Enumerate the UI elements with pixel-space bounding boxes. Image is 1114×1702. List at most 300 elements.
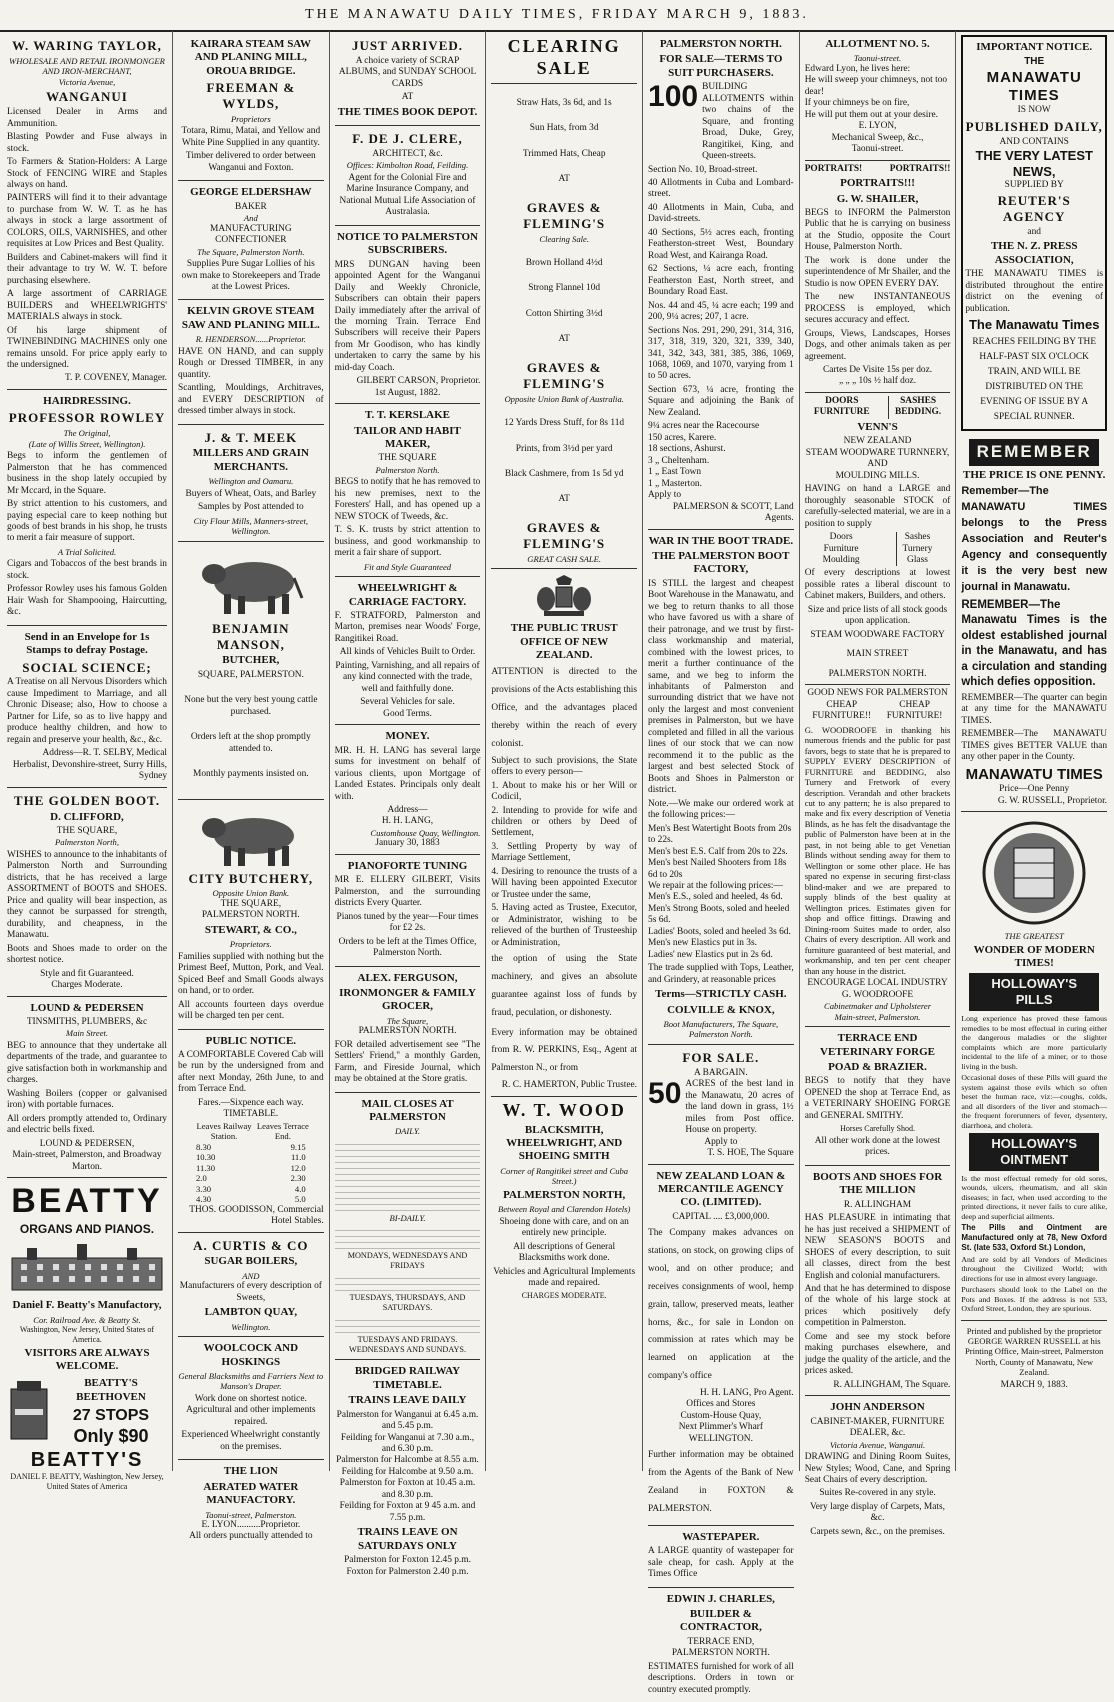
ad-text: Families supplied with nothing but the Primest Beef, Mutton, Pork, and Veal. Spiced Beef and Small Goods always on hand, or to order. [178, 951, 324, 997]
ad-portraits [805, 161, 951, 393]
ad-text: Sections Nos. 291, 290, 291, 314, 316, 317, 318, 319, 320, 321, 339, 340, 341, 342, 343, 381, 385, 386, 1069, 1068, 1069, and 1070, varying from 1 to 50 acres. [648, 325, 794, 382]
ad-text: MR. H. H. LANG has several large sums for investment on behalf of various clients, upon Mortgage of Landed Estates. Principals only dealt with. [334, 745, 481, 802]
column-3 [330, 31, 487, 1577]
ad-money [335, 725, 481, 855]
ad-text: The work is done under the superintendence of Mr Shailer, and the Studio is now OPEN EVERY DAY. [804, 255, 951, 289]
ad-title: F. DE J. CLERE, [352, 131, 463, 147]
ad-title: MONEY. [385, 730, 430, 743]
ad-text: Remember—The MANAWATU TIMES belongs to the Press Association and Reuter's Agency and consequently it is the very best new journal in Manawatu. [961, 485, 1108, 593]
ad-subtitle: BLACKSMITH, WHEELWRIGHT, AND SHOEING SMITH [506, 1123, 623, 1163]
ad-text: IS STILL the largest and cheapest Boot Warehouse in the Manawatu, and we beg to return thanks to all those who have favored us with a share of their patronage, and we trust by first-class workmanship and material, combined with the lowest prices, to merit a further continuance of the same, and we beg to inform the inhabitants of Palmerston and surrounding district that we have not only the largest and most convenient premises in Palmerston, but we have completed and filled in all the various lines of our stock that we can now recommend it to the public as the largest and best selected Stock of Boots and Shoes in Palmerston or district. [648, 578, 794, 796]
ad-text: AT [558, 174, 570, 185]
ad-kerslake [335, 404, 481, 577]
ad-address: PALMERSTON NORTH. [671, 1648, 770, 1659]
timetable-cell: 12.0 [290, 1162, 306, 1173]
ad-text: Samples by Post attended to [197, 502, 304, 513]
ad-title: PUBLIC NOTICE. [205, 1034, 297, 1047]
masthead: THE MANAWATU DAILY TIMES, FRIDAY MARCH 9, 1883. [0, 0, 1114, 32]
ad-title: PIANOFORTE TUNING [347, 859, 468, 872]
ad-text: Builders and Cabinet-makers will find it their advantage to try W. W. T. before purchasing elsewhere. [7, 252, 167, 286]
ad-address: Between Royal and Clarendon Hotels) [497, 1204, 631, 1215]
timetable-cell: 4.0 [294, 1183, 306, 1194]
ad-signature: E. LYON, [858, 121, 897, 132]
ad-text: Foxton for Palmerston 2.40 p.m. [346, 1566, 469, 1577]
ad-text: Feilding for Halcombe at 9.50 a.m. [341, 1466, 474, 1477]
ad-address: Next Plimmer's Wharf [678, 1422, 763, 1433]
ad-text: The Pills and Ointment are Manufactured only at 78, New Oxford St. (late 533, Oxford St.) London, [961, 1223, 1108, 1252]
ad-mail-closes [335, 1093, 481, 1361]
ad-woodroofe [805, 685, 951, 1027]
ad-date: January 30, 1883 [375, 838, 440, 849]
ad-subtitle: Clearing Sale. [539, 233, 589, 244]
ad-text: Pianos tuned by the year—Four times for £2 2s. [336, 911, 479, 934]
timetable-row [178, 1152, 324, 1162]
ad-title: W. T. WOOD [502, 1099, 626, 1120]
ad-text: IS NOW [1017, 105, 1051, 116]
ad-text: ESTIMATES furnished for work of all descriptions. Orders in town or country executed promptly. [648, 1661, 794, 1695]
ad-text: AND [242, 1270, 260, 1281]
price-line: Men's Strong Boots, soled and heeled 5s 6d. [648, 903, 790, 926]
ad-signature: G. W. RUSSELL, Proprietor. [997, 795, 1108, 806]
ad-signature: LOUND & PEDERSEN, [39, 1138, 135, 1149]
ad-subtitle: G. W. SHAILER, [836, 192, 919, 205]
holloway-ointment-banner: HOLLOWAY'S OINTMENT [969, 1133, 1099, 1171]
ad-text: Price—One Penny [999, 784, 1070, 795]
ad-signature: THOS. GOODISSON, Commercial Hotel Stables. [189, 1204, 324, 1227]
imprint [961, 1321, 1107, 1396]
ad-subtitle: CHEAP FURNITURE!! [812, 699, 872, 722]
ad-text: Work done on shortest notice. Agricultural and other implements repaired. [186, 1393, 316, 1427]
ad-text: Very large display of Carpets, Mats, &c. [810, 1501, 945, 1524]
ad-eldershaw [178, 181, 324, 300]
ad-title: BOOTS AND SHOES FOR THE MILLION [812, 1170, 943, 1197]
ad-text: ACRES of the best land in the Manawatu, 20 acres of the land down in grass, 1½ miles from Post office. House on property. [685, 1079, 794, 1136]
ad-text: Boots and Shoes made to order on the shortest notice. [7, 943, 167, 966]
ad-text: Palmerston for Halcombe at 8.55 a.m. [336, 1455, 479, 1466]
ad-address: PALMERSTON NORTH. [828, 668, 927, 679]
ad-text: and [1027, 226, 1041, 237]
ad-text: Orders to be left at the Times Office, Palmerston North. [338, 936, 477, 959]
ad-title: CLEARING SALE [507, 36, 621, 78]
ad-address: Palmerston North. [375, 464, 440, 475]
ad-subtitle: Proprietors [230, 113, 271, 124]
ad-text: Come and see my stock before making purchases elsewhere, and judge the quality of the article, and the prices asked. [804, 1331, 951, 1377]
column-7 [956, 31, 1112, 1471]
ad-text: ATTENTION is directed to the provisions of the Acts establishing this Office, and the advantages placed thereby within the reach of every colonist. [491, 667, 638, 749]
ad-title: CITY BUTCHERY, [188, 870, 314, 886]
ad-social-science [7, 626, 167, 788]
ad-address: PALMERSTON NORTH. [201, 910, 300, 921]
ad-address: DANIEL F. BEATTY, Washington, New Jersey, United States of America [10, 1471, 164, 1491]
ad-subtitle: A BARGAIN. [694, 1067, 748, 1078]
ad-text: Cabinetmaker and Upholsterer [823, 1001, 932, 1012]
mail-schedule-lines [335, 1139, 481, 1211]
ad-title: BEDDING. [895, 407, 942, 418]
ad-subtitle: GREAT CASH SALE. [527, 553, 602, 564]
timetable-cell: 2.30 [290, 1173, 306, 1184]
ad-text: AT [558, 334, 570, 345]
ad-title: WHEELWRIGHT & CARRIAGE FACTORY. [348, 582, 467, 608]
ad-text: G. WOODROOFE in thanking his numerous friends and the public for past favors, begs to state that he is prepared to SUPPLY EVERY DESCRIPTION of FURNITURE and BEDDING, also Turnery and Fretwork of every description. Verandah and other brackets cut to any pattern; he is also prepared to make and fix every description of Venetia Blinds, as he has felt the disadvantage the public of Palmerston have been at in the past, in not being able to get Venetian Blinds without sending away for them to Wellington or some other place. He has spared no expense in securing first-class blind-maker and we are prepared to supply blinds of the best quality at Wellington prices. Estimates given for shop and office fittings. Drawing and Dining-room Suites made to order, also Chairs of every description. All work and furniture guaranteed of best material, and workmanship, and ten per cent cheaper than any house in the district. [804, 724, 951, 976]
ad-subtitle: BUILDER & CONTRACTOR, [679, 1608, 762, 1634]
ad-title: THE PUBLIC TRUST OFFICE OF NEW ZEALAND. [510, 622, 618, 661]
ad-title: SASHES [900, 395, 937, 406]
ad-address: Custom-House Quay, [680, 1410, 762, 1421]
ad-title: WONDER OF MODERN TIMES! [973, 943, 1095, 969]
timetable-cell: 8.30 [196, 1141, 212, 1152]
ad-public-trust [491, 569, 637, 1097]
price-line: Cartes De Visite 15s per doz. [822, 365, 933, 376]
ad-subtitle: Opposite Union Bank of Australia. [504, 393, 624, 404]
ad-subtitle: MANUFACTURING CONFECTIONER [210, 223, 292, 246]
ad-graves-fleming [491, 33, 637, 569]
timetable-cell: 11.0 [290, 1152, 306, 1163]
ad-heading: HAIRDRESSING. [43, 394, 131, 407]
ad-allotment-sweep [805, 33, 951, 161]
ad-subtitle: TINSMITHS, PLUMBERS, &c [26, 1016, 148, 1027]
ad-address: Victoria Avenue, Wanganui. [829, 1439, 926, 1450]
ad-text: Carpets sewn, &c., on the premises. [810, 1526, 945, 1537]
ad-address: Wellington. [231, 1321, 271, 1332]
ad-address: PALMERSTON NORTH, [503, 1188, 626, 1201]
ad-subtitle: STEWART, & CO., [204, 923, 297, 936]
ad-title: ALEX. FERGUSON, [357, 971, 458, 984]
ad-signature: R. ALLINGHAM, The Square. [833, 1379, 951, 1390]
ad-text: 5. Having acted as Trustee, Executor, or Administrator, wishing to be relieved of the burthen of Trusteeship or Administration, [491, 903, 638, 948]
timetable-header: Leaves Terrace End. [256, 1120, 309, 1142]
ad-title: DOORS [825, 395, 859, 406]
ad-text: F. STRATFORD, Palmerston and Marton, premises near Woods' Forge, Rangitikei Road. [334, 611, 481, 644]
ad-text: BEG to announce that they undertake all departments of the trade, and guarantee to give satisfaction both in workmanship and charges. [7, 1040, 167, 1086]
ad-text: Shoeing done with care, and on an entirely new principle. [499, 1216, 629, 1239]
ad-text: HAS PLEASURE in intimating that he has just received a SHIPMENT of NEW SEASON'S BOOTS and SHOES of every description, to suit all classes, direct from the best English and colonial manufacturers. [804, 1213, 951, 1281]
ad-notice-subscribers [335, 226, 481, 404]
ad-title: GEORGE ELDERSHAW [190, 186, 312, 199]
timetable-cell: 3.30 [196, 1183, 212, 1194]
ad-text: Of every descriptions at lowest possible rates a liberal discount to Cabinet makers, Builders, and others. [804, 568, 951, 602]
ad-signature: COLVILLE & KNOX, [667, 1003, 775, 1016]
ad-title: VENN'S [857, 420, 898, 433]
ad-text: Supplies Pure Sugar Lollies of his own make to Storekeepers and Trade at the Lowest Prices. [181, 259, 321, 293]
organ-engraving-icon [7, 1379, 51, 1443]
ad-text: Moulding [822, 554, 860, 565]
ad-text: Timber delivered to order between Wanganui and Foxton. [185, 151, 316, 173]
ad-address: Palmerston North, [55, 837, 119, 848]
ad-terrace-end-forge [805, 1027, 951, 1166]
ad-title: REUTER'S AGENCY [997, 193, 1071, 225]
ad-address: Main-street, Palmerston, and Broadway Marton. [12, 1150, 162, 1172]
ad-text: All accounts fourteen days overdue will be charged ten per cent. [178, 999, 324, 1022]
ad-title: GOOD NEWS FOR PALMERSTON [807, 688, 948, 699]
ad-address: Customhouse Quay, Wellington. [370, 827, 481, 838]
ad-remember [961, 433, 1107, 812]
ad-subtitle: THE GREATEST [1004, 931, 1064, 942]
price-badge: Only $90 [73, 1425, 149, 1446]
beatty-logo: BEATTY [11, 1182, 163, 1221]
ad-text: Style and fit Guaranteed. [40, 968, 134, 979]
ad-text: 1. About to make his or her Will or Codicil, [491, 780, 638, 803]
ad-text: None but the very best young cattle purchased. [184, 695, 318, 717]
ad-text: Groups, Views, Landscapes, Horses Dogs, and other animals taken as per agreement. [804, 328, 951, 362]
ad-text: All orders promptly attended to, Ordinary and electric bells fixed. [7, 1113, 167, 1136]
ad-for-sale-bargain [648, 1045, 794, 1165]
ad-waring-taylor [7, 33, 167, 390]
ad-address: TERRACE END, [687, 1636, 755, 1647]
ad-title: A. CURTIS & CO [193, 1237, 309, 1253]
ad-signature: G. WOODROOFE [841, 989, 914, 1000]
ad-address: Taonui-street, Palmerston. [205, 1509, 297, 1520]
ad-subtitle: R. HENDERSON......Proprietor. [195, 334, 306, 345]
ad-text: Buyers of Wheat, Oats, and Barley [185, 488, 317, 499]
column-1 [2, 31, 173, 1491]
ad-text: FOR detailed advertisement see "The Settlers' Friend," a monthly Garden, Farm, and Fireside Journal, which may be obtained at the Store gratis. [334, 1039, 481, 1085]
ad-pianoforte [335, 855, 481, 967]
ad-text: STEAM WOODWARE FACTORY [810, 629, 945, 640]
ad-professor-rowley [7, 390, 167, 626]
ad-signature: GILBERT CARSON, Proprietor. [356, 376, 481, 387]
ad-railway-timetable [335, 1360, 481, 1582]
ad-title: WAR IN THE BOOT TRADE. [648, 534, 794, 547]
ad-text: the option of using the State machinery, and gives an absolute guarantee against loss of funds by fraud, peculation, or dishonesty. [491, 954, 638, 1018]
ad-text: Professor Rowley uses his famous Golden Hair Wash for Shampooing, Haircutting, &c. [7, 584, 167, 618]
ad-text: A Treatise on all Nervous Disorders which cause Impediment to Marriage, and all Chronic Disease; also, How to choose a Partner for Life, so as to live happy and produce healthy children, and how to regain and preserve your health, &c., &c. [7, 677, 167, 745]
ad-address: Main-street, Palmerston. [834, 1011, 921, 1022]
ad-subtitle: AND [867, 459, 888, 470]
ad-text: Several Vehicles for sale. [360, 697, 455, 708]
ad-text: 40 Sections, 5½ acres each, fronting Featherston-street West, Boundary Road West, and Kairanga Road. [648, 227, 794, 261]
ad-title: LOUND & PEDERSEN [30, 1001, 144, 1014]
ad-text: All descriptions of General Blacksmiths work done. [513, 1241, 616, 1264]
ad-text: The Company makes advances on stations, on stock, on growing clips of wool, and on other produce; and receives consignments of wool, hemp grain, tallow, preserved meats, leather horns, &c., for sale in London on commission at rates which may be learned on application at the company's office [648, 1228, 794, 1382]
ad-text: Good Terms. [383, 708, 432, 719]
ad-text: Glass [907, 554, 928, 565]
bull-engraving-icon [196, 548, 306, 618]
price-line: Men's new Elastics put in 3s. [648, 938, 757, 949]
ad-text: If your chimneys be on fire, [804, 98, 910, 109]
ad-address: The Square, [386, 1015, 429, 1026]
timetable-row [178, 1173, 324, 1183]
ad-subtitle: TUESDAYS AND FRIDAYS. [357, 1335, 458, 1345]
ad-meek [178, 425, 324, 542]
ad-town: WANGANUI [46, 89, 128, 105]
ad-text: Section 673, ¼ acre, fronting the Square and adjoining the Bank of New Zealand. [648, 384, 794, 418]
ad-subtitle: And [243, 213, 258, 224]
ad-title: SOCIAL SCIENCE; [22, 659, 152, 675]
ad-holloway [961, 812, 1107, 1320]
ad-text: To Farmers & Station-Holders: A Large Stock of FENCING WIRE and Staples always on hand. [7, 157, 167, 190]
ad-boot-factory [648, 530, 794, 1045]
ad-text: Subject to such provisions, the State offers to every person— [491, 755, 638, 778]
ad-text: 4. Desiring to renounce the trusts of a Will having been appointed Executor or Trustee under the same, [491, 866, 638, 900]
ad-text: Palmerston for Foxton at 10.45 a.m. and 8.30 p.m. [339, 1478, 476, 1500]
ad-address: PALMERSTON NORTH. [358, 1026, 457, 1037]
ad-text: Terms—STRICTLY CASH. [655, 988, 787, 1001]
ad-text: Apply to [648, 490, 682, 501]
ad-subtitle: WHOLESALE AND RETAIL IRONMONGER AND IRON-MERCHANT, [9, 55, 165, 77]
ad-subtitle: THE PRICE IS ONE PENNY. [963, 468, 1106, 481]
timetable-cell: 9.15 [290, 1141, 306, 1152]
remember-banner: REMEMBER [969, 439, 1099, 466]
ad-subtitle: FOR SALE—TERMS TO SUIT PURCHASERS. [659, 53, 783, 79]
ad-text: The new INSTANTANEOUS PROCESS is employed, which secures accuracy and effect. [804, 292, 951, 326]
ad-text: Feilding for Wanganui at 7.30 a.m., and 6.30 p.m. [340, 1432, 475, 1455]
price-line: Men's best Nailed Shooters from 18s 6d to 20s [648, 858, 787, 880]
ad-title: BENJAMIN MANSON, [212, 620, 290, 652]
ad-title: THE N. Z. PRESS ASSOCIATION, [990, 240, 1078, 266]
ad-subtitle: The Original, [63, 428, 111, 439]
ad-text: CAPITAL .... £3,000,000. [672, 1211, 770, 1222]
ad-subtitle: TAILOR AND HABIT MAKER, [354, 424, 461, 451]
ad-address: SQUARE, PALMERSTON. [197, 669, 304, 680]
ad-signature: T. S. HOE, The Square [707, 1148, 794, 1159]
ad-ferguson [335, 967, 481, 1093]
ad-text: MRS DUNGAN having been appointed Agent for the Wanganui Daily and Weekly Chronicle, Subscribers can obtain their papers Daily immediately after the arrival of the morning Train. Terrace End Subscribers will receive their Papers from Mr Goodison, who has kindly undertaken to carry the same by his mid-day Coach. [334, 259, 481, 373]
ad-curtis [178, 1233, 324, 1338]
ad-text: PAINTERS will find it to their advantage to purchase from W. W. T. as he has always in stock a large assortment of COLORS, OILS, VARNISHES, and other requisites at Low Prices and Best Quality. [7, 193, 167, 250]
ad-address: LAMBTON QUAY, [204, 1306, 298, 1319]
ad-text: Totara, Rimu, Matai, and Yellow and White Pine Supplied in any quantity. [181, 126, 321, 148]
ad-lound-pedersen [7, 997, 167, 1179]
ad-text: Furniture [823, 543, 859, 554]
ad-address: MAIN STREET [846, 649, 909, 660]
ad-subtitle: MILLERS AND GRAIN MERCHANTS. [192, 447, 309, 473]
ad-nz-loan [648, 1165, 794, 1526]
ad-wheelwright [335, 577, 481, 725]
ad-title: PORTRAITS!! [889, 163, 951, 174]
ad-subtitle: POAD & BRAZIER. [828, 1060, 927, 1073]
ad-text: REMEMBER—The Manawatu Times is the oldest established journal in the Manawatu, and has a circulation and standing which defies opposition. [961, 598, 1108, 689]
ad-subtitle: General Blacksmiths and Farriers Next to Manson's Draper. [178, 1371, 324, 1392]
ad-clere-architect [335, 126, 481, 226]
ad-signature: PALMERSON & SCOTT, Land Agents. [672, 501, 794, 524]
ad-text: Of his large shipment of TWINEBINDING MACHINES only one remains unsold. For price apply early to the undersigned. [7, 325, 167, 371]
column-4 [486, 31, 643, 1471]
mail-schedule-lines [335, 1225, 481, 1249]
ad-title: GRAVES & FLEMING'S [523, 199, 606, 231]
ad-title: THE [1024, 56, 1045, 68]
ad-text: BEATTY'S BEETHOVEN [76, 1377, 146, 1403]
ad-text: REMEMBER—The quarter can begin at any time for the MANAWATU TIMES. [961, 692, 1108, 726]
ad-text: Palmerston for Wanganui at 6.45 a.m. and 5.45 p.m. [336, 1409, 479, 1432]
ad-address: Corner of Rangitikei street and Cuba Street.) [500, 1165, 629, 1187]
ad-text: Apply to [704, 1136, 738, 1147]
ad-address: Opposite Union Bank. [212, 888, 290, 899]
ad-text: Occasional doses of these Pills will guard the system against those evils which so often beset the human race, viz:—coughs, colds, and all disorders of the liver and stomach—the frequent forerunners of fever, dysentery, diarrhoea, and cholera. [961, 1073, 1108, 1130]
ad-title: NOTICE TO PALMERSTON SUBSCRIBERS. [337, 230, 478, 257]
ad-subtitle: TRAINS LEAVE ON SATURDAYS ONLY [357, 1526, 458, 1552]
ad-title: GRAVES & FLEMING'S [523, 359, 606, 391]
cab-timetable [178, 1142, 324, 1205]
columns [2, 31, 1112, 1695]
ad-title: PORTRAITS! [804, 163, 863, 174]
ad-address: THE SQUARE, [56, 825, 118, 836]
timetable-cell: 10.30 [196, 1152, 216, 1163]
ad-text: Blasting Powder and Fuse always in stock. [7, 132, 167, 154]
ad-title: GRAVES & FLEMING'S [523, 519, 606, 551]
ad-manson-butcher [178, 542, 324, 800]
ad-title: THE LION [223, 1465, 278, 1478]
ad-wastepaper [648, 1526, 794, 1588]
ad-text: CHARGES MODERATE. [521, 1291, 607, 1301]
ad-title: FURNITURE [813, 407, 870, 418]
ad-text: A LARGE quantity of wastepaper for sale cheap, for cash. Apply at the Times Office [648, 1546, 794, 1580]
timetable-cell: 11.30 [196, 1162, 216, 1173]
price-line: Ladies' new Elastics put in 2s 6d. [648, 949, 773, 960]
ad-text: ENCOURAGE LOCAL INDUSTRY [807, 978, 948, 989]
royal-crest-icon [534, 575, 594, 619]
holloway-pills-banner: HOLLOWAY'S PILLS [969, 973, 1099, 1011]
ad-signature: Address—R. T. SELBY, Medical Herbalist, Devonshire-street, Surry Hills, Sydney [12, 748, 167, 782]
ad-subtitle: ORGANS AND PIANOS. [19, 1222, 155, 1237]
ad-text: A choice variety of SCRAP ALBUMS, and SUNDAY SCHOOL CARDS [338, 55, 477, 89]
ad-text: 150 acres, Karere. [648, 432, 717, 443]
ad-signature: R. C. HAMERTON, Public Trustee. [501, 1080, 638, 1091]
ad-text: Experienced Wheelwright constantly on the premises. [181, 1430, 321, 1452]
ad-text: All orders punctually attended to [189, 1531, 313, 1542]
ad-address: Victoria Avenue, [58, 76, 116, 87]
ad-text: Vehicles and Agricultural Implements made and repaired. [493, 1266, 636, 1289]
timetable-cell: 5.0 [294, 1194, 306, 1205]
ad-text: Painting, Varnishing, and all repairs of any kind connected with the trade, well and faithfully done. [335, 660, 480, 694]
ad-subtitle: MONDAYS, WEDNESDAYS AND FRIDAYS [347, 1251, 468, 1271]
ad-title: ALLOTMENT NO. 5. [825, 38, 930, 50]
ad-text: Begs to inform the gentlemen of Palmerston that he has commenced business in the shop lately occupied by Mr Mccard, in the Square. [7, 451, 167, 496]
ad-text: Trimmed Hats, Cheap [522, 148, 606, 159]
ad-text: 2. Intending to provide for wife and children or others by Deed of Settlement, [491, 805, 638, 839]
ad-text: 1 „ Masterton. [648, 478, 702, 489]
ad-text: 18 sections, Ashurst. [648, 444, 726, 455]
ad-title: W. WARING TAYLOR, [12, 38, 162, 53]
ad-date: 1st August, 1882. [374, 387, 441, 398]
ad-text: Strong Flannel 10d [528, 283, 601, 294]
holloway-emblem-icon [974, 818, 1094, 928]
ad-building-allotments [648, 33, 794, 530]
ad-title: BRIDGED RAILWAY TIMETABLE. [354, 1365, 461, 1391]
ad-title: KAIRARA STEAM SAW AND PLANING MILL, OROUA BRIDGE. [190, 38, 312, 77]
timetable-row [178, 1184, 324, 1194]
beatty-logo: BEATTY'S [30, 1448, 144, 1471]
ad-text: BUILDING ALLOTMENTS within two chains of the Square, and fronting Broad, Duke, Grey, Rangitikei, King, and Queen-streets. [702, 82, 794, 162]
ad-address: WELLINGTON. [688, 1433, 753, 1444]
ad-signature: H. H. LANG, [381, 816, 434, 827]
ad-heading: Send in an Envelope for 1s Stamps to defray Postage. [24, 630, 150, 657]
ad-text: WISHES to announce to the inhabitants of Palmerston North and Surrounding districts, that he has received a large ASSORTMENT of BOOTS and SHOES. Price and quality will bear inspection, as they cannot be surpassed for strength, durability, and cheapness, in the Manawatu. [7, 849, 167, 941]
timetable-row [178, 1163, 324, 1173]
ad-text: Section No. 10, Broad-street. [648, 164, 758, 175]
ad-text: AT [401, 92, 414, 103]
ad-title: MANAWATU TIMES [965, 765, 1103, 783]
ad-text: Turnery [902, 543, 933, 554]
ad-text: And are sold by all Vendors of Medicines throughout the Civilized World; with directions for use in almost every language. [961, 1254, 1108, 1283]
ad-text: Fit and Style Guaranteed [363, 561, 452, 572]
ad-text: Sashes [904, 532, 931, 543]
ad-venns-woodware [805, 393, 951, 685]
ad-subtitle: WEDNESDAYS AND SUNDAYS. [349, 1345, 466, 1355]
ad-title: PALMERSTON NORTH. [659, 38, 782, 50]
ad-subtitle: CABINET-MAKER, FURNITURE DEALER, &c. [810, 1416, 945, 1439]
column-5 [643, 31, 800, 1695]
ad-title: NEW ZEALAND LOAN & MERCANTILE AGENCY CO. (LIMITED). [656, 1169, 786, 1209]
big-number: 100 [648, 80, 699, 114]
ad-subtitle: BUTCHER, [222, 654, 280, 667]
ad-address: Offices: Kimbolton Road, Feilding. [346, 160, 469, 171]
mail-schedule-lines [335, 1273, 481, 1291]
ad-address: Washington, New Jersey, United States of America. [19, 1325, 155, 1344]
ad-text: THE MANAWATU TIMES is distributed throughout the entire district on the evening of publication. [965, 269, 1104, 314]
ad-text: HAVE ON HAND, and can supply Rough or Dressed TIMBER, in any quantity. [178, 346, 324, 380]
ad-text: Scantling, Mouldings, Architraves, and EVERY DESCRIPTION of dressed timber always in stock. [178, 383, 324, 417]
ad-text: THE TIMES BOOK DEPOT. [337, 105, 478, 118]
